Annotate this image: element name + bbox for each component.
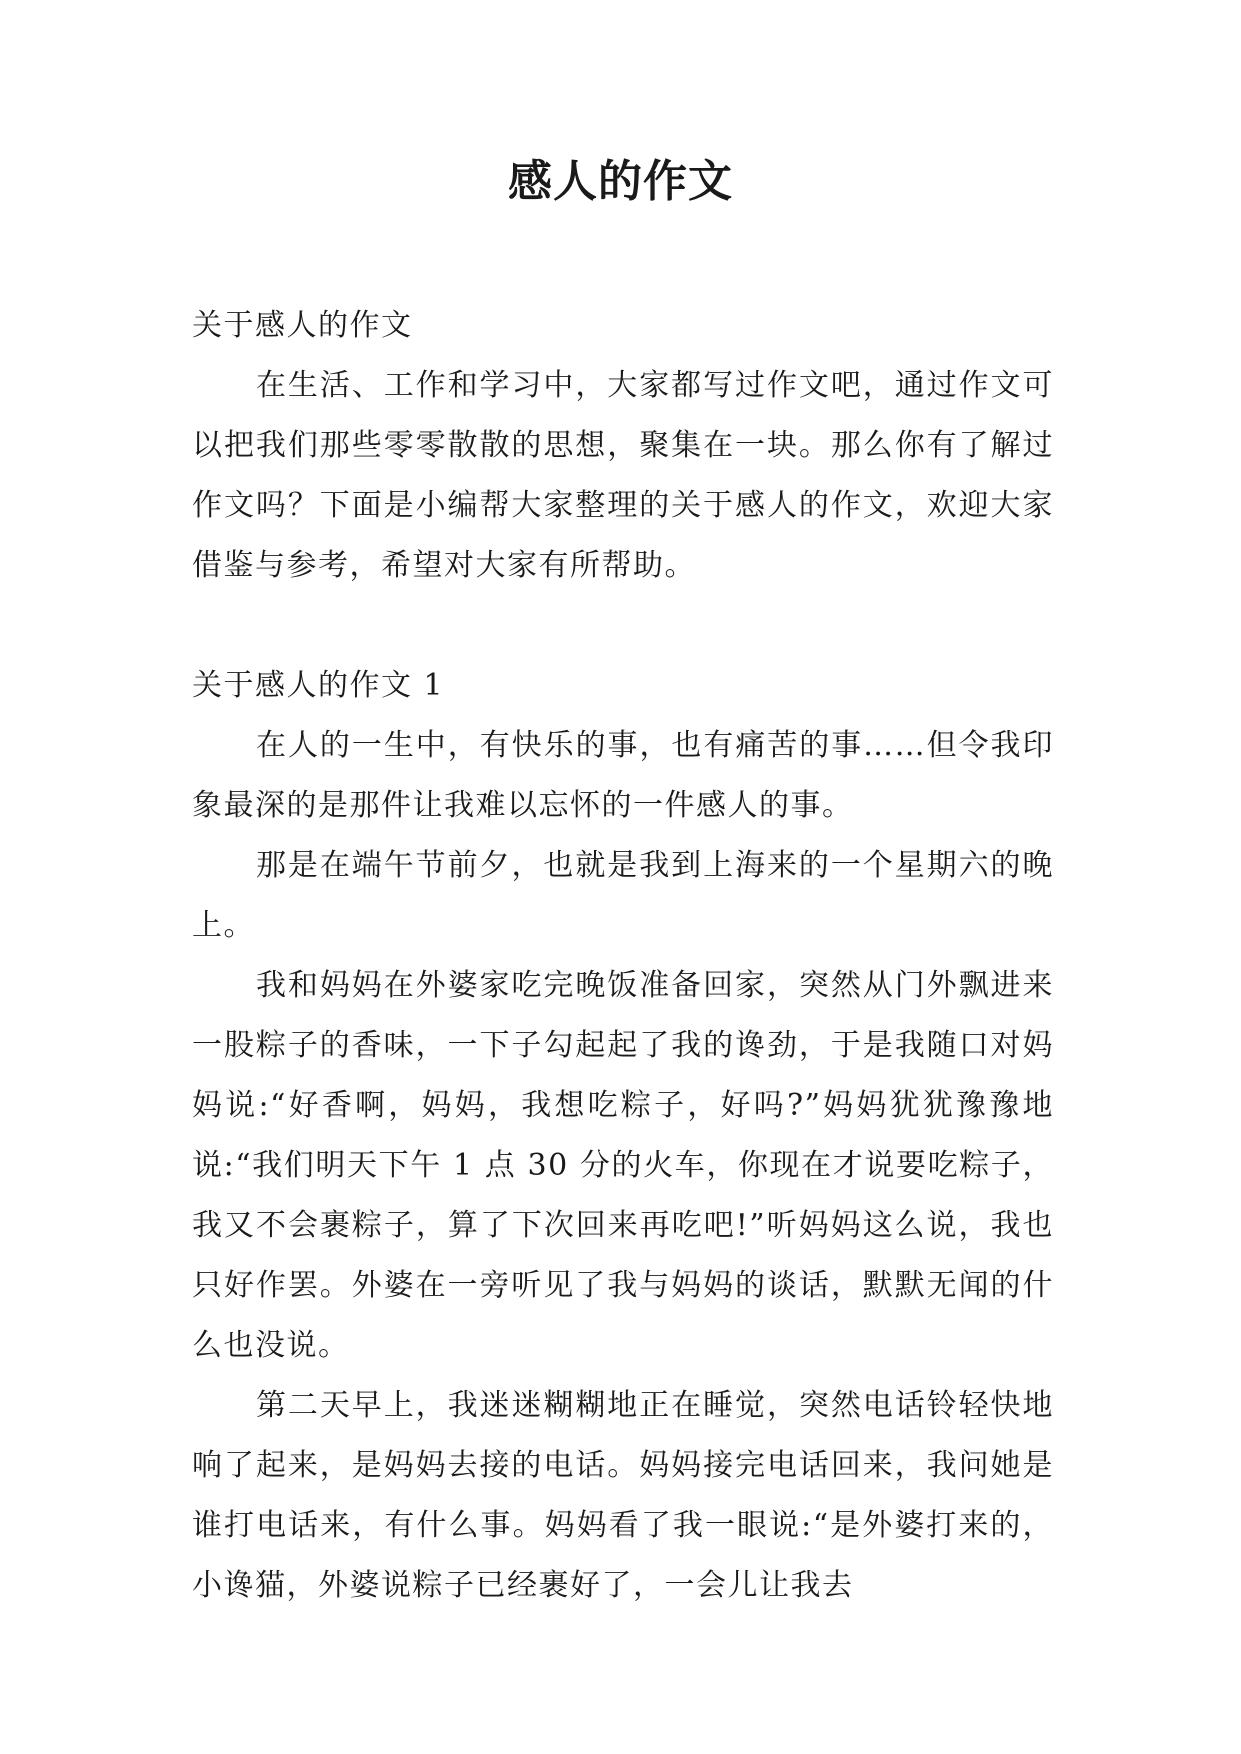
essay-paragraph: 在人的一生中，有快乐的事，也有痛苦的事……但令我印象最深的是那件让我难以忘怀的一件感人的事。 [192,728,1054,823]
essay-paragraph: 我和妈妈在外婆家吃完晚饭准备回家，突然从门外飘进来一股粽子的香味，一下子勾起起了我的谗劲，于是我随口对妈妈说:“好香啊，妈妈，我想吃粽子，好吗?”妈妈犹犹豫豫地说:“我们明天下午 1 点 30 分的火车，你现在才说要吃粽子，我又不会裹粽子，算了下次回来再吃吧!”听妈妈这么说，我也只好作罢。外婆在一旁听见了我与妈妈的谈话，默默无闻的什么也没说。 [192,968,1054,1363]
document-body [192,296,1054,1616]
essay-paragraph: 那是在端午节前夕，也就是我到上海来的一个星期六的晚上。 [192,848,1054,943]
essay-paragraph: 第二天早上，我迷迷糊糊地正在睡觉，突然电话铃轻快地响了起来，是妈妈去接的电话。妈妈接完电话回来，我问她是谁打电话来，有什么事。妈妈看了我一眼说:“是外婆打来的，小谗猫，外婆说粽子已经裹好了，一会儿让我去 [192,1388,1054,1603]
intro-heading: 关于感人的作文 [192,308,413,343]
intro-paragraph: 在生活、工作和学习中，大家都写过作文吧，通过作文可以把我们那些零零散散的思想，聚集在一块。那么你有了解过作文吗？下面是小编帮大家整理的关于感人的作文，欢迎大家借鉴与参考，希望对大家有所帮助。 [192,368,1054,583]
document-title: 感人的作文 [508,156,733,207]
essay-heading: 关于感人的作文 1 [192,668,445,703]
section-spacer [192,596,1054,656]
